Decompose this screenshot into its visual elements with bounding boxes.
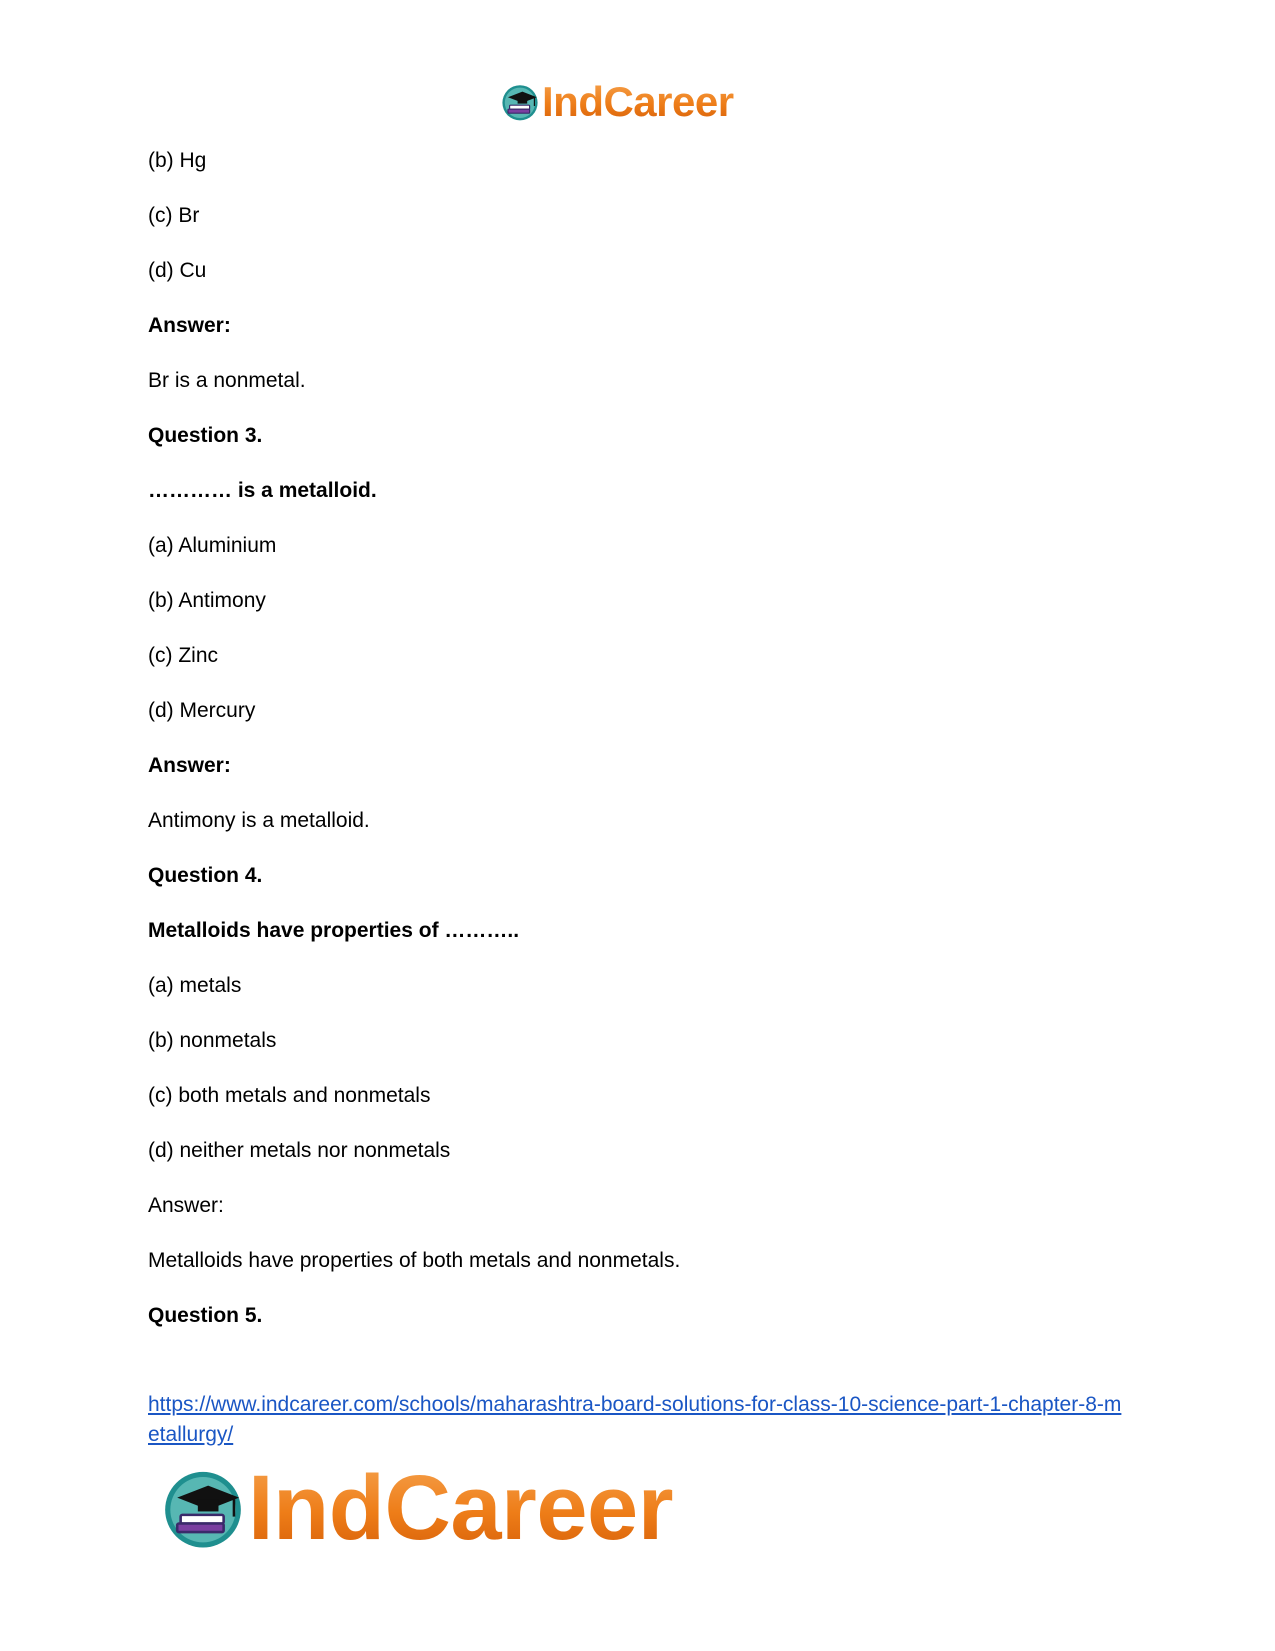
option-item: (d) Cu — [148, 259, 207, 282]
answer-label: Answer: — [148, 1194, 224, 1217]
answer-text: Antimony is a metalloid. — [148, 809, 370, 832]
answer-text: Br is a nonmetal. — [148, 369, 306, 392]
question-text: ………… is a metalloid. — [148, 479, 377, 502]
answer-label: Answer: — [148, 314, 231, 337]
graduation-cap-books-globe-icon — [160, 1465, 246, 1551]
option-item: (a) metals — [148, 974, 242, 997]
graduation-cap-books-globe-icon — [500, 82, 540, 122]
answer-text: Metalloids have properties of both metals and nonmetals. — [148, 1249, 681, 1272]
question-heading: Question 5. — [148, 1304, 263, 1327]
option-item: (a) Aluminium — [148, 534, 277, 557]
source-url-link[interactable]: https://www.indcareer.com/schools/maharashtra-board-solutions-for-class-10-science-part-1-chapter-8-metallurgy/ — [148, 1393, 1122, 1446]
answer-label: Answer: — [148, 754, 231, 777]
question-heading: Question 4. — [148, 864, 263, 887]
footer-logo-text: IndCareer — [248, 1457, 673, 1559]
document-body — [148, 148, 1128, 1358]
question-heading: Question 3. — [148, 424, 263, 447]
option-item: (b) Antimony — [148, 589, 266, 612]
question-text: Metalloids have properties of ……….. — [148, 919, 520, 942]
header-logo — [500, 80, 734, 124]
option-item: (d) Mercury — [148, 699, 256, 722]
footer-logo — [160, 1457, 673, 1559]
option-item: (c) Br — [148, 204, 200, 227]
option-item: (b) Hg — [148, 149, 207, 172]
option-item: (c) both metals and nonmetals — [148, 1084, 431, 1107]
option-item: (c) Zinc — [148, 644, 218, 667]
header-logo-text: IndCareer — [542, 78, 734, 125]
option-item: (d) neither metals nor nonmetals — [148, 1139, 451, 1162]
option-item: (b) nonmetals — [148, 1029, 277, 1052]
